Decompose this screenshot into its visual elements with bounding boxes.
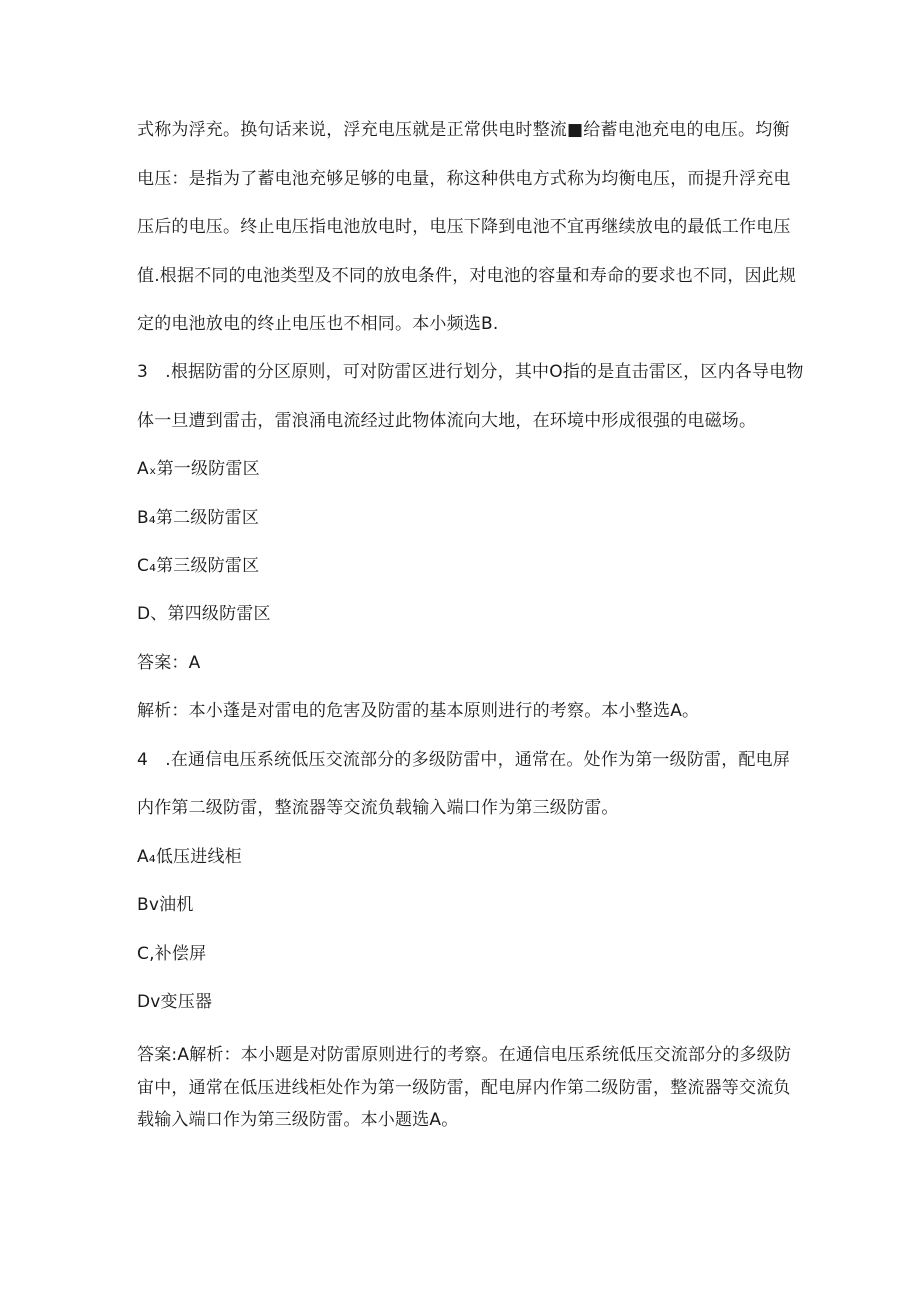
paragraph-line: 压后的电压。终止电压指电池放电时，电压下降到电池不宜再继续放电的最低工作电压 xyxy=(137,217,791,237)
question-3-answer: 答案：A xyxy=(137,653,201,673)
question-4-option-d: Dv变压器 xyxy=(137,992,213,1012)
question-3-stem: 体一旦遭到雷击，雷浪涌电流经过此物体流向大地，在环境中形成很强的电磁场。 xyxy=(137,411,757,431)
question-3-option-b: B₄第二级防雷区 xyxy=(137,508,260,528)
question-4-stem: 4 .在通信电压系统低压交流部分的多级防雷中，通常在。处作为第一级防雷，配电屏 xyxy=(137,750,791,770)
question-4-option-a: A₄低压进线柜 xyxy=(137,847,242,867)
question-4-answer-analysis: 载输入端口作为第三级防雷。本小题选A。 xyxy=(137,1110,459,1130)
question-4-stem: 内作第二级防雷，整流器等交流负载输入端口作为第三级防雷。 xyxy=(137,798,619,818)
question-3-option-c: C₄第三级防雷区 xyxy=(137,556,260,576)
question-4-option-c: C,补偿屏 xyxy=(137,944,207,964)
question-3-analysis: 解析：本小蓬是对雷电的危害及防雷的基本原则进行的考察。本小整选A。 xyxy=(137,701,700,721)
question-3-stem: 3 .根据防雷的分区原则，可对防雷区进行划分，其中O指的是直击雷区，区内各导电物 xyxy=(137,362,804,382)
question-4-answer-analysis: 宙中，通常在低压进线柜处作为第一级防雷，配电屏内作第二级防雷，整流器等交流负 xyxy=(137,1078,791,1098)
question-3-option-a: Aₓ第一级防雷区 xyxy=(137,459,260,479)
question-3-option-d: D、第四级防雷区 xyxy=(137,604,271,624)
paragraph-line: 式称为浮充。换句话来说，浮充电压就是正常供电时整流■给蓄电池充电的电压。均衡 xyxy=(137,120,790,140)
paragraph-line: 值.根据不同的电池类型及不同的放电条件，对电池的容量和寿命的要求也不同，因此规 xyxy=(137,266,797,286)
question-4-answer-analysis: 答案:A解析：本小题是对防雷原则进行的考察。在通信电压系统低压交流部分的多级防 xyxy=(137,1045,792,1065)
question-4-option-b: Bv油机 xyxy=(137,895,194,915)
paragraph-line: 电压：是指为了蓄电池充够足够的电量，称这种供电方式称为均衡电压，而提升浮充电 xyxy=(137,169,791,189)
paragraph-line: 定的电池放电的终止电压也不相同。本小频选B. xyxy=(137,314,499,334)
